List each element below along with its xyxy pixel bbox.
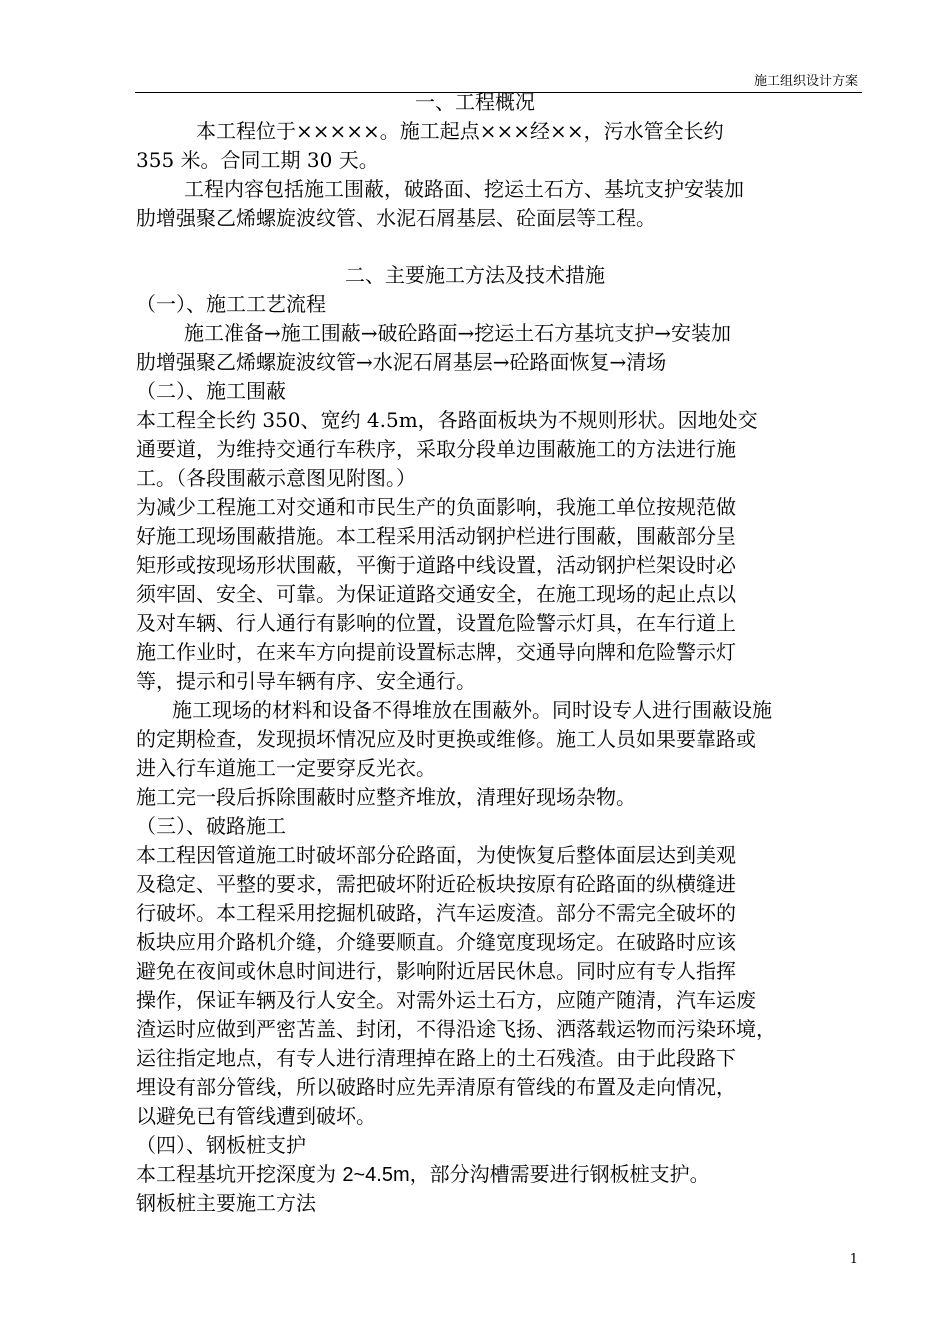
paragraph-line: 好施工现场围蔽措施。本工程采用活动钢护栏进行围蔽，围蔽部分呈 <box>136 524 736 548</box>
paragraph-line: 355 米。合同工期 30 天。 <box>136 148 379 172</box>
paragraph-line: 埋设有部分管线，所以破路时应先弄清原有管线的布置及走向情况， <box>136 1075 736 1099</box>
subsection-heading: （一）、施工工艺流程 <box>136 292 326 316</box>
paragraph-line: 工。（各段围蔽示意图见附图。） <box>136 466 416 490</box>
paragraph-line: 施工完一段后拆除围蔽时应整齐堆放，清理好现场杂物。 <box>136 785 636 809</box>
paragraph-line: 的定期检查，发现损坏情况应及时更换或维修。施工人员如果要靠路或 <box>136 727 756 751</box>
paragraph-line: 行破坏。本工程采用挖掘机破路，汽车运废渣。部分不需完全破坏的 <box>136 901 736 925</box>
paragraph-line: 进入行车道施工一定要穿反光衣。 <box>136 756 436 780</box>
paragraph-line: 运往指定地点，有专人进行清理掉在路上的土石残渣。由于此段路下 <box>136 1046 736 1070</box>
paragraph-line: 施工现场的材料和设备不得堆放在围蔽外。同时设专人进行围蔽设施 <box>172 698 772 722</box>
paragraph-line: 板块应用介路机介缝，介缝要顺直。介缝宽度现场定。在破路时应该 <box>136 930 736 954</box>
subsection-heading: （二）、施工围蔽 <box>136 379 286 403</box>
paragraph-line: 及稳定、平整的要求，需把破坏附近砼板块按原有砼路面的纵横缝进 <box>136 872 736 896</box>
paragraph-line: 钢板桩主要施工方法 <box>136 1191 316 1215</box>
paragraph-line: 肋增强聚乙烯螺旋波纹管→水泥石屑基层→砼路面恢复→清场 <box>136 350 667 374</box>
paragraph-line: 避免在夜间或休息时间进行，影响附近居民休息。同时应有专人指挥 <box>136 959 736 983</box>
paragraph-line: 以避免已有管线遭到破坏。 <box>136 1104 376 1128</box>
text-run: 本工程基坑开挖深度为 <box>136 1162 343 1186</box>
paragraph-line: 施工准备→施工围蔽→破砼路面→挖运土石方基坑支护→安装加 <box>184 321 732 345</box>
paragraph-line: 矩形或按现场形状围蔽，平衡于道路中线设置，活动钢护栏架设时必 <box>136 553 736 577</box>
paragraph-line: 及对车辆、行人通行有影响的位置，设置危险警示灯具，在车行道上 <box>136 611 736 635</box>
paragraph-line: 通要道，为维持交通行车秩序，采取分段单边围蔽施工的方法进行施 <box>136 437 736 461</box>
section-heading-1: 一、工程概况 <box>415 90 535 114</box>
paragraph-line: 本工程全长约 350、宽约 4.5m，各路面板块为不规则形状。因地处交 <box>136 408 758 432</box>
paragraph-line: 本工程因管道施工时破坏部分砼路面，为使恢复后整体面层达到美观 <box>136 843 736 867</box>
paragraph-line: 施工作业时，在来车方向提前设置标志牌，交通导向牌和危险警示灯 <box>136 640 736 664</box>
paragraph-line: 操作，保证车辆及行人安全。对需外运土石方，应随产随清，汽车运废 <box>136 988 756 1012</box>
header-title: 施工组织设计方案 <box>753 74 858 89</box>
paragraph-line: 等，提示和引导车辆有序、安全通行。 <box>136 669 476 693</box>
paragraph-line: 为减少工程施工对交通和市民生产的负面影响，我施工单位按规范做 <box>136 495 736 519</box>
depth-value: 2~4.5m <box>342 1164 410 1186</box>
paragraph-line: 工程内容包括施工围蔽，破路面、挖运土石方、基坑支护安装加 <box>184 177 744 201</box>
paragraph-line <box>136 1159 710 1190</box>
subsection-heading: （四）、钢板桩支护 <box>136 1133 306 1157</box>
paragraph-line: 渣运时应做到严密苫盖、封闭，不得沿途飞扬、洒落载运物而污染环境， <box>136 1017 776 1041</box>
paragraph-line: 肋增强聚乙烯螺旋波纹管、水泥石屑基层、砼面层等工程。 <box>136 206 656 230</box>
section-heading-2: 二、主要施工方法及技术措施 <box>345 263 605 287</box>
paragraph-line: 须牢固、安全、可靠。为保证道路交通安全，在施工现场的起止点以 <box>136 582 736 606</box>
text-run: ，部分沟槽需要进行钢板桩支护。 <box>409 1162 710 1186</box>
page-number: 1 <box>849 1252 858 1267</box>
paragraph-line: 本工程位于×××××。施工起点×××经××，污水管全长约 <box>196 119 724 143</box>
subsection-heading: （三）、破路施工 <box>136 814 286 838</box>
